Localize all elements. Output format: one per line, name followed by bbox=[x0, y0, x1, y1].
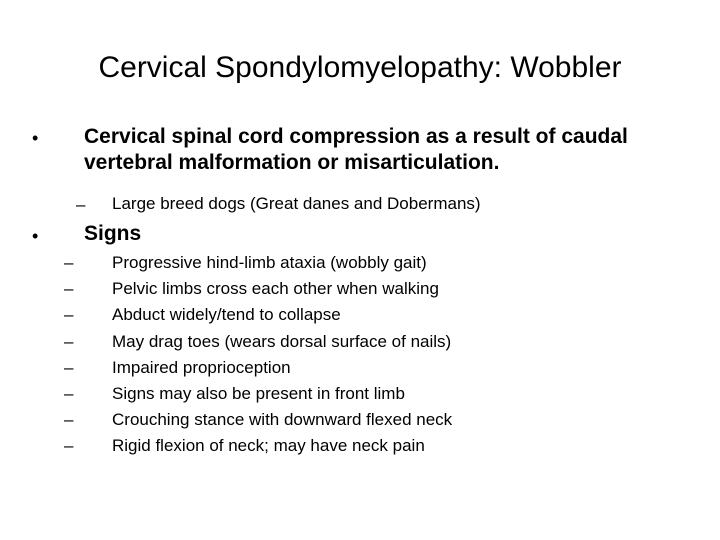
sign-item: Signs may also be present in front limb bbox=[112, 383, 405, 403]
sub-bullet-marker: – bbox=[64, 357, 74, 377]
bullet-marker: • bbox=[32, 128, 39, 148]
sign-item: May drag toes (wears dorsal surface of nails) bbox=[112, 331, 452, 351]
list-item bbox=[0, 252, 720, 278]
list-item bbox=[0, 383, 720, 409]
sub-bullet-marker: – bbox=[64, 331, 74, 351]
list-item bbox=[0, 331, 720, 357]
list-item bbox=[0, 304, 720, 330]
sign-item: Pelvic limbs cross each other when walking bbox=[112, 279, 439, 299]
sub-bullet-marker: – bbox=[64, 305, 74, 325]
sub-bullet-marker: – bbox=[64, 436, 74, 456]
sub-bullet-breeds: Large breed dogs (Great danes and Dobermans) bbox=[112, 194, 481, 213]
bullet-text-cervical-compression: Cervical spinal cord compression as a result of caudal vertebral malformation or misarticulation. bbox=[84, 125, 628, 174]
sign-item: Impaired proprioception bbox=[112, 357, 291, 377]
sign-item: Rigid flexion of neck; may have neck pain bbox=[112, 436, 425, 456]
sign-item: Abduct widely/tend to collapse bbox=[112, 305, 341, 325]
sub-bullet-marker: – bbox=[64, 383, 74, 403]
bullet-text-signs: Signs bbox=[84, 222, 142, 245]
sub-bullet-marker: – bbox=[64, 410, 74, 430]
list-item bbox=[0, 357, 720, 383]
sub-bullet-marker: – bbox=[64, 279, 74, 299]
list-item bbox=[0, 278, 720, 304]
sub-bullet-marker: – bbox=[76, 195, 86, 214]
slide-title: Cervical Spondylomyelopathy: Wobbler bbox=[98, 51, 622, 84]
signs-list bbox=[0, 252, 720, 462]
sub-bullet-marker: – bbox=[64, 253, 74, 272]
list-item bbox=[0, 435, 720, 461]
bullet-marker: • bbox=[32, 226, 39, 246]
list-item bbox=[0, 409, 720, 435]
sign-item: Progressive hind-limb ataxia (wobbly gait) bbox=[112, 253, 427, 272]
sign-item: Crouching stance with downward flexed neck bbox=[112, 410, 453, 430]
